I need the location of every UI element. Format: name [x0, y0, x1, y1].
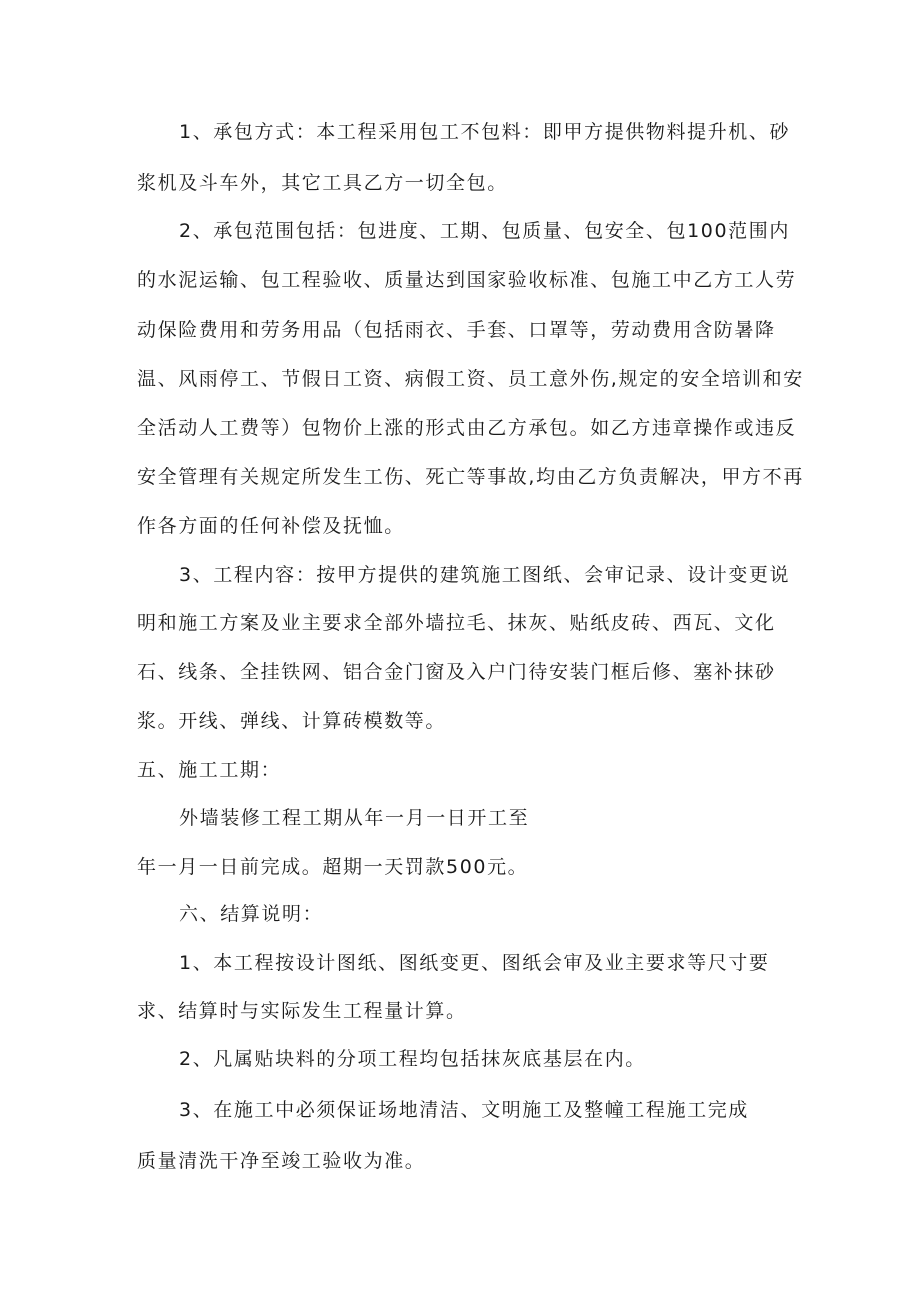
text-line: 动保险费用和劳务用品（包括雨衣、手套、口罩等，劳动费用含防暑降: [137, 319, 776, 341]
text-line: 浆机及斗车外，其它工具乙方一切全包。: [137, 172, 508, 194]
text-line: 明和施工方案及业主要求全部外墙拉毛、抹灰、贴纸皮砖、西瓦、文化: [137, 612, 776, 634]
section-heading: 六、结算说明：: [179, 903, 324, 925]
text-line: 3、工程内容：按甲方提供的建筑施工图纸、会审记录、设计变更说: [179, 564, 791, 586]
text-line: 1、本工程按设计图纸、图纸变更、图纸会审及业主要求等尺寸要: [179, 952, 770, 974]
text-line: 安全管理有关规定所发生工伤、死亡等事故,均由乙方负责解决，甲方不再: [137, 466, 804, 488]
text-line: 石、线条、全挂铁网、铝合金门窗及入户门待安装门框后修、塞补抹砂: [137, 661, 776, 683]
text-line: 温、风雨停工、节假日工资、病假工资、员工意外伤,规定的安全培训和安: [137, 368, 804, 390]
text-line: 作各方面的任何补偿及抚恤。: [137, 515, 405, 537]
text-line: 的水泥运输、包工程验收、质量达到国家验收标准、包施工中乙方工人劳: [137, 269, 797, 291]
text-line: 外墙装修工程工期从年一月一日开工至: [179, 807, 530, 829]
text-line: 2、凡属贴块料的分项工程均包括抹灰底基层在内。: [179, 1048, 646, 1070]
text-line: 3、在施工中必须保证场地清洁、文明施工及整幢工程施工完成: [179, 1099, 749, 1121]
text-line: 求、结算时与实际发生工程量计算。: [137, 1000, 467, 1022]
text-line: 1、承包方式：本工程采用包工不包料：即甲方提供物料提升机、砂: [179, 121, 791, 143]
text-line: 浆。开线、弹线、计算砖模数等。: [137, 710, 447, 732]
text-line: 年一月一日前完成。超期一天罚款500元。: [137, 856, 529, 878]
text-line: 质量清洗干净至竣工验收为准。: [137, 1150, 426, 1172]
text-line: 全活动人工费等）包物价上涨的形式由乙方承包。如乙方违章操作或违反: [137, 417, 797, 439]
section-heading: 五、施工工期：: [137, 759, 282, 781]
text-line: 2、承包范围包括：包进度、工期、包质量、包安全、包100范围内: [179, 220, 790, 242]
